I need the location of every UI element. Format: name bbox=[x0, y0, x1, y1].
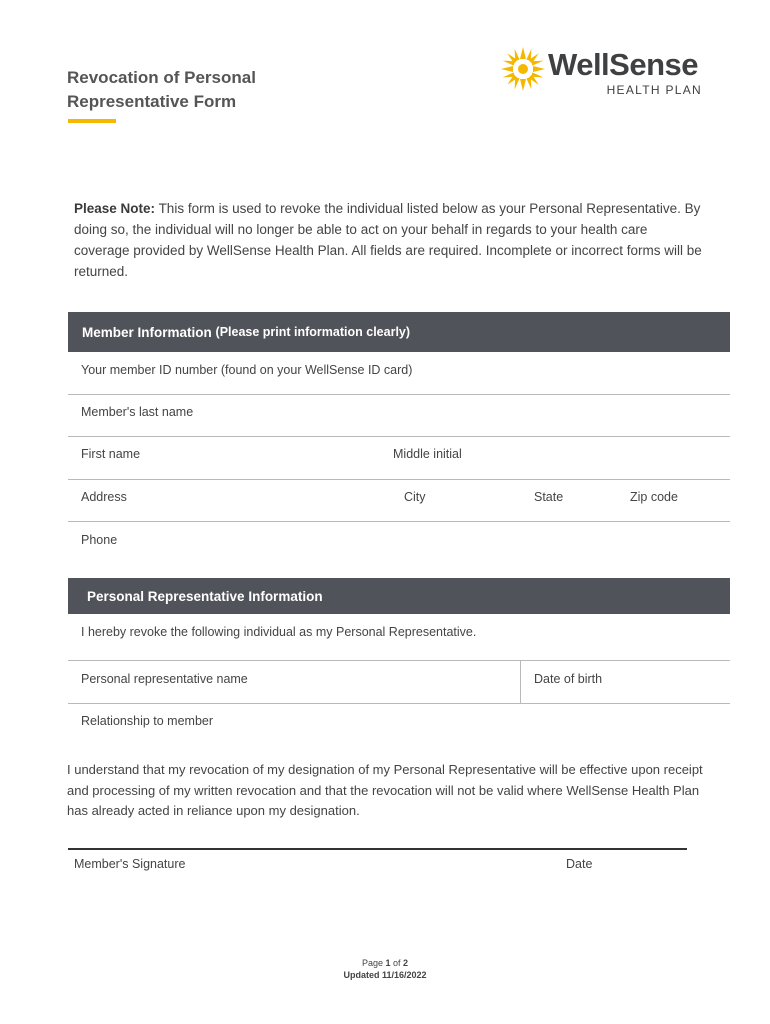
divider bbox=[68, 703, 730, 704]
acknowledgement-paragraph: I understand that my revocation of my designation of my Personal Representative will be effective upon receipt and processing of my written revocation and that the revocation will not be valid where WellSense Health Plan has already acted in reliance upon my designation. bbox=[67, 762, 703, 818]
please-note-text: This form is used to revoke the individual listed below as your Personal Representative. By doing so, the individual will no longer be able to act on your behalf in regards to your health care coverage provided by WellSense Health Plan. All fields are required. Incomplete or incorrect forms will be returned. bbox=[74, 201, 702, 279]
divider bbox=[68, 394, 730, 395]
revoke-statement: I hereby revoke the following individual as my Personal Representative. bbox=[81, 625, 477, 639]
page-total: 2 bbox=[403, 958, 409, 968]
form-title-line-1: Revocation of Personal bbox=[67, 68, 256, 87]
zip-code-field[interactable]: Zip code bbox=[630, 490, 678, 504]
logo-wordmark: WellSense bbox=[548, 47, 699, 82]
page-current: 1 bbox=[385, 958, 391, 968]
member-info-title: Member Information bbox=[82, 324, 212, 340]
sun-icon bbox=[500, 46, 546, 92]
divider bbox=[68, 521, 730, 522]
form-title bbox=[67, 66, 256, 114]
member-info-hint: (Please print information clearly) bbox=[215, 325, 411, 339]
first-name-field[interactable]: First name bbox=[81, 447, 141, 461]
state-field[interactable]: State bbox=[534, 490, 564, 504]
signature-date-label: Date bbox=[566, 857, 593, 871]
page-word: Page bbox=[361, 958, 383, 968]
member-signature-label: Member's Signature bbox=[74, 857, 186, 871]
rep-info-header bbox=[68, 578, 730, 614]
rep-name-field[interactable]: Personal representative name bbox=[81, 672, 248, 686]
title-accent-bar bbox=[68, 119, 116, 123]
please-note-lead: Please Note: bbox=[74, 201, 156, 216]
divider bbox=[68, 436, 730, 437]
middle-initial-field[interactable]: Middle initial bbox=[393, 447, 462, 461]
member-id-field[interactable]: Your member ID number (found on your WellSense ID card) bbox=[81, 363, 413, 377]
divider bbox=[68, 479, 730, 480]
relationship-field[interactable]: Relationship to member bbox=[81, 714, 214, 728]
date-of-birth-field[interactable]: Date of birth bbox=[534, 672, 603, 686]
form-title-line-2: Representative Form bbox=[67, 92, 237, 111]
logo-subtitle: HEALTH PLAN bbox=[606, 83, 702, 97]
please-note-paragraph bbox=[74, 198, 704, 282]
address-field[interactable]: Address bbox=[81, 490, 127, 504]
page-number bbox=[285, 957, 485, 969]
wellsense-logo bbox=[500, 44, 710, 100]
divider bbox=[68, 660, 730, 661]
rep-info-title: Personal Representative Information bbox=[87, 588, 323, 604]
last-name-field[interactable]: Member's last name bbox=[81, 405, 194, 419]
column-divider bbox=[520, 660, 521, 703]
member-info-header bbox=[68, 312, 730, 352]
page-footer bbox=[285, 957, 485, 981]
phone-field[interactable]: Phone bbox=[81, 533, 118, 547]
signature-line[interactable] bbox=[68, 848, 687, 850]
city-field[interactable]: City bbox=[404, 490, 426, 504]
page-of-word: of bbox=[393, 958, 401, 968]
updated-date: Updated 11/16/2022 bbox=[343, 970, 427, 980]
